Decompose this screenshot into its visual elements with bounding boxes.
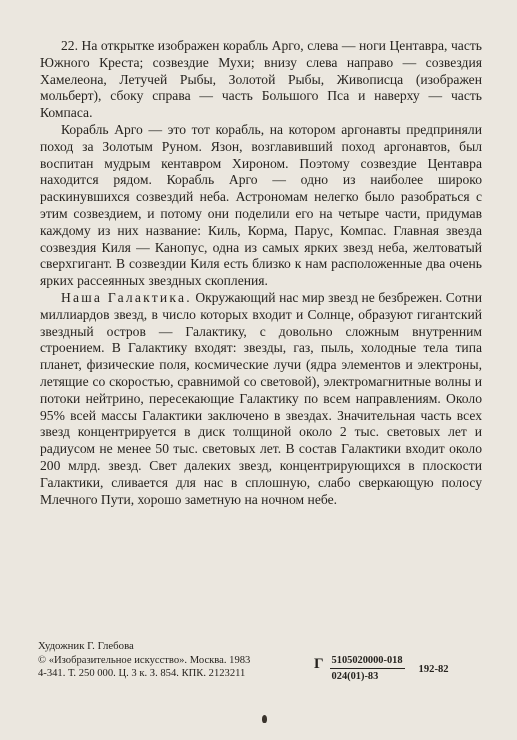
ink-mark xyxy=(262,715,267,723)
imprint-row xyxy=(38,654,490,683)
paragraph-caption: 22. На открытке изображен корабль Арго, слева — ноги Центавра, часть Южного Креста; созвездие Мухи; внизу слева направо — созвездия Хамелеона, Летучей Рыбы, Золотой Рыбы, Живописца (изображен мольберт), сбоку справа — часть Большого Пса и наверху — часть Компаса. xyxy=(40,38,482,121)
imprint-left xyxy=(38,654,310,680)
index-code: 192-82 xyxy=(418,664,449,675)
imprint-block xyxy=(38,640,490,683)
publisher-line: © «Изобразительное искусство». Москва. 1983 xyxy=(38,655,251,666)
artist-credit: Художник Г. Глебова xyxy=(38,640,134,652)
order-line: 4-341. Т. 250 000. Ц. 3 к. З. 854. КПК. 2123211 xyxy=(38,668,246,679)
fraction-numerator: 5105020000-018 xyxy=(330,654,405,669)
index-letter: Г xyxy=(314,656,324,672)
index-fraction xyxy=(330,654,405,683)
body-text xyxy=(40,38,482,508)
paragraph-argo: Корабль Арго — это тот корабль, на котором аргонавты предприняли поход за Золотым Руном. Язон, возглавивший поход аргонавтов, был воспитан мудрым кентавром Хироном. Поэтому созвездие Центавра находится рядом. Корабль Арго — одно из наиболее широко раскинувшихся созвездий неба. Астрономам нелегко было разобраться с этим созвездием, и потому они поделили его на четыре части, придумав каждому из них название: Киль, Корма, Парус, Компас. Главная звезда созвездия Киля — Канопус, одна из самых ярких звезд неба, желтоватый сверхгигант. В созвездии Киля есть близко к нам расположенные два очень ярких рассеянных звездных скопления. xyxy=(40,121,482,289)
fraction-denominator: 024(01)-83 xyxy=(331,671,379,682)
paragraph-galaxy-text: Окружающий нас мир звезд не безбрежен. Сотни миллиардов звезд, в число которых входит и Солнце, образуют гигантский звездный остров — Галактику, с довольно сложным внутренним строением. В Галактику входят: звезды, газ, пыль, холодные тела типа планет, физические поля, космические лучи (ядра элементов и электроны, летящие со скоростью, сравнимой со световой), электромагнитные волны и потоки нейтрино, пересекающие Галактику по всем направлениям. Около 95% всей массы Галактики заключено в звездах. Значительная часть всех звезд концентрируется в диск толщиной около 2 тыс. световых лет и радиусом не менее 50 тыс. световых лет. В состав Галактики входит около 200 млрд. звезд. Свет далеких звезд, концентрирующихся в плоскости Галактики, сливается для нас в сплошную, слабо сверкающую полосу Млечного Пути, хорошо заметную на ночном небе. xyxy=(40,289,482,507)
section-heading: Наша Галактика. xyxy=(61,289,192,305)
paragraph-galaxy xyxy=(40,290,482,508)
